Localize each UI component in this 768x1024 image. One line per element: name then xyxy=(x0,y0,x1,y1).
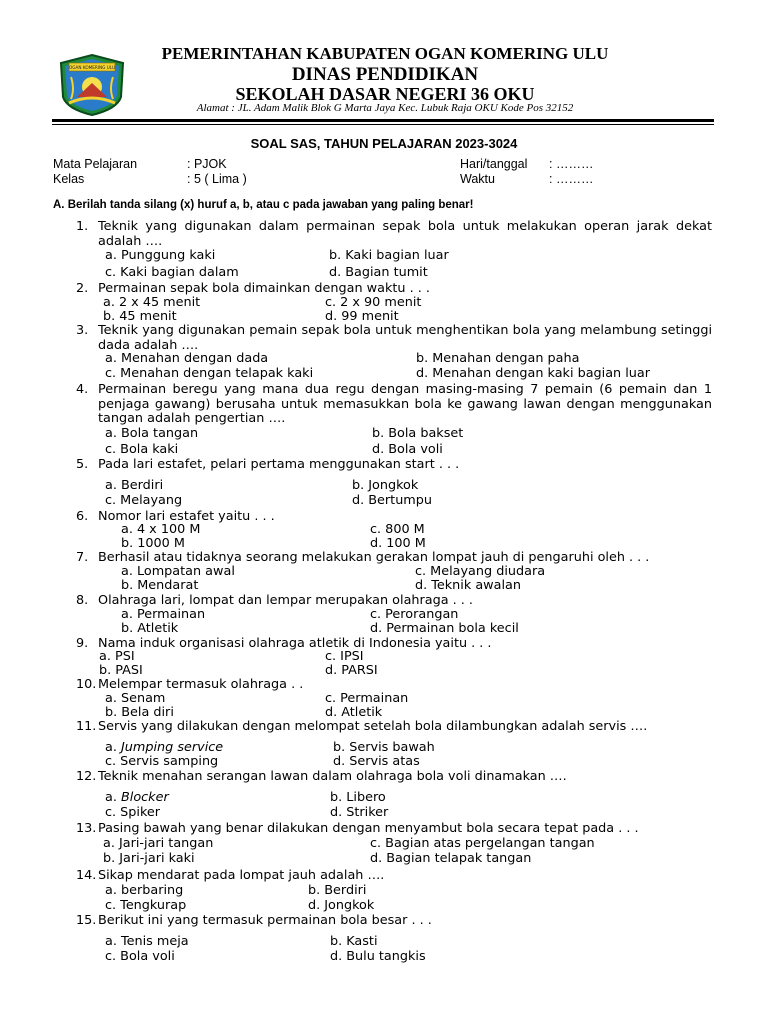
question-number: 5. xyxy=(76,457,89,472)
question-text: Permainan beregu yang mana dua regu dengan masing-masing 7 pemain (6 pemain dan 1 penjaga gawang) berusaha untuk memasukkan bola ke gawang lawan dengan menggunakan tangan adalah pengertian …. xyxy=(98,382,712,426)
question-number: 10. xyxy=(76,677,97,692)
option-a: a. Menahan dengan dada xyxy=(105,351,269,366)
question-number: 9. xyxy=(76,636,89,651)
option-d: d. 100 M xyxy=(370,536,426,551)
question-text: Servis yang dilakukan dengan melompat setelah bola dilambungkan adalah servis …. xyxy=(98,719,648,734)
question-text: Teknik yang digunakan pemain sepak bola untuk menghentikan bola yang melambung setinggi dada adalah …. xyxy=(98,323,712,353)
option-c: c. Servis samping xyxy=(105,754,219,769)
option-d: d. Striker xyxy=(330,805,389,820)
question-text: Pada lari estafet, pelari pertama menggunakan start . . . xyxy=(98,457,460,472)
option-a: a. Tenis meja xyxy=(105,934,189,949)
option-a: a. Permainan xyxy=(121,607,206,622)
option-d: d. Servis atas xyxy=(333,754,420,769)
regency-emblem-icon xyxy=(57,53,127,117)
header-school: SEKOLAH DASAR NEGERI 36 OKU xyxy=(235,84,535,104)
option-a: a. Punggung kaki xyxy=(105,248,216,263)
question-text: Olahraga lari, lompat dan lempar merupakan olahraga . . . xyxy=(98,593,473,608)
time-value: : ……… xyxy=(549,172,594,186)
option-b: b. Mendarat xyxy=(121,578,199,593)
option-b: b. 1000 M xyxy=(121,536,185,551)
question-text: Berhasil atau tidaknya seorang melakukan gerakan lompat jauh di pengaruhi oleh . . . xyxy=(98,550,650,565)
header-divider-thick xyxy=(52,119,714,122)
question-text: Nama induk organisasi olahraga atletik di Indonesia yaitu . . . xyxy=(98,636,492,651)
option-d: d. Bagian tumit xyxy=(329,265,428,280)
question-text: Teknik yang digunakan dalam permainan sepak bola untuk melakukan operan jarak dekat adalah …. xyxy=(98,219,712,249)
question-text: Berikut ini yang termasuk permainan bola besar . . . xyxy=(98,913,432,928)
option-c: c. Spiker xyxy=(105,805,161,820)
option-b: b. PASI xyxy=(99,663,143,678)
logo-text: OGAN KOMERING ULU xyxy=(68,65,116,70)
option-c: c. Menahan dengan telapak kaki xyxy=(105,366,314,381)
option-d: d. Jongkok xyxy=(308,898,375,913)
header-department: DINAS PENDIDIKAN xyxy=(291,64,479,85)
option-b: b. Libero xyxy=(330,790,386,805)
header-address: Alamat : JL. Adam Malik Blok G Marta Jaya Kec. Lubuk Raja OKU Kode Pos 32152 xyxy=(196,102,574,114)
question-number: 3. xyxy=(76,323,89,338)
option-c: c. 2 x 90 menit xyxy=(325,295,422,310)
option-a: a. Lompatan awal xyxy=(121,564,235,579)
option-b: b. Kaki bagian luar xyxy=(329,248,449,263)
option-c: c. Bola kaki xyxy=(105,442,179,457)
option-c: c. Permainan xyxy=(325,691,409,706)
subject-value: : PJOK xyxy=(187,157,227,171)
question-number: 8. xyxy=(76,593,89,608)
option-c: c. Melayang xyxy=(105,493,183,508)
option-c: c. Bola voli xyxy=(105,949,175,964)
option-d: d. 99 menit xyxy=(325,309,399,324)
option-b: b. Atletik xyxy=(121,621,179,636)
option-a xyxy=(105,791,169,806)
option-a: a. PSI xyxy=(99,649,135,664)
option-d: d. PARSI xyxy=(325,663,378,678)
option-d: d. Bulu tangkis xyxy=(330,949,426,964)
option-b: b. Bola bakset xyxy=(372,426,464,441)
option-a: a. 4 x 100 M xyxy=(121,522,201,537)
question-text: Nomor lari estafet yaitu . . . xyxy=(98,509,275,524)
option-c: c. Bagian atas pergelangan tangan xyxy=(370,836,595,851)
question-text: Permainan sepak bola dimainkan dengan waktu . . . xyxy=(98,281,430,296)
question-number: 14. xyxy=(76,868,97,883)
option-c: c. IPSI xyxy=(325,649,364,664)
time-label: Waktu xyxy=(460,172,495,186)
option-b: b. 45 menit xyxy=(103,309,177,324)
option-text: Blocker xyxy=(120,790,169,805)
class-label: Kelas xyxy=(53,172,85,186)
question-number: 15. xyxy=(76,913,97,928)
question-text: Sikap mendarat pada lompat jauh adalah …. xyxy=(98,868,385,883)
header-divider-thin xyxy=(52,124,714,125)
option-text: Jumping service xyxy=(120,740,224,755)
option-d: d. Atletik xyxy=(325,705,383,720)
question-text: Melempar termasuk olahraga . . xyxy=(98,677,304,692)
option-letter: a. xyxy=(105,790,121,805)
option-a: a. Berdiri xyxy=(105,478,164,493)
option-d: d. Bola voli xyxy=(372,442,443,457)
option-b: b. Kasti xyxy=(330,934,378,949)
option-d: d. Bagian telapak tangan xyxy=(370,851,532,866)
exam-title: SOAL SAS, TAHUN PELAJARAN 2023-3024 xyxy=(250,136,518,151)
header-government: PEMERINTAHAN KABUPATEN OGAN KOMERING ULU xyxy=(161,44,609,63)
option-b: b. Jari-jari kaki xyxy=(103,851,195,866)
question-number: 2. xyxy=(76,281,89,296)
option-c: c. 800 M xyxy=(370,522,425,537)
class-value: : 5 ( Lima ) xyxy=(187,172,247,186)
option-a: a. berbaring xyxy=(105,883,184,898)
instruction: A. Berilah tanda silang (x) huruf a, b, atau c pada jawaban yang paling benar! xyxy=(53,199,474,211)
question-text: Teknik menahan serangan lawan dalam olahraga bola voli dinamakan …. xyxy=(98,769,567,784)
question-number: 6. xyxy=(76,509,89,524)
option-c: c. Melayang diudara xyxy=(415,564,546,579)
option-d: d. Bertumpu xyxy=(352,493,432,508)
date-label: Hari/tanggal xyxy=(460,157,528,171)
option-b: b. Servis bawah xyxy=(333,740,435,755)
option-d: d. Permainan bola kecil xyxy=(370,621,519,636)
option-a: a. Bola tangan xyxy=(105,426,199,441)
option-b: b. Jongkok xyxy=(352,478,419,493)
option-b: b. Berdiri xyxy=(308,883,367,898)
option-b: b. Bela diri xyxy=(105,705,174,720)
option-c: c. Perorangan xyxy=(370,607,459,622)
option-d: d. Menahan dengan kaki bagian luar xyxy=(416,366,650,381)
option-d: d. Teknik awalan xyxy=(415,578,521,593)
question-text: Pasing bawah yang benar dilakukan dengan menyambut bola secara tepat pada . . . xyxy=(98,821,639,836)
question-number: 11. xyxy=(76,719,97,734)
option-a: a. Jari-jari tangan xyxy=(103,836,214,851)
option-c: c. Kaki bagian dalam xyxy=(105,265,239,280)
date-value: : ……… xyxy=(549,157,594,171)
option-letter: a. xyxy=(105,740,121,755)
question-number: 1. xyxy=(76,219,89,234)
question-number: 12. xyxy=(76,769,97,784)
option-a: a. Senam xyxy=(105,691,166,706)
option-c: c. Tengkurap xyxy=(105,898,187,913)
question-number: 13. xyxy=(76,821,97,836)
question-number: 7. xyxy=(76,550,89,565)
option-b: b. Menahan dengan paha xyxy=(416,351,580,366)
option-a: a. 2 x 45 menit xyxy=(103,295,201,310)
question-number: 4. xyxy=(76,382,89,397)
subject-label: Mata Pelajaran xyxy=(53,157,138,171)
